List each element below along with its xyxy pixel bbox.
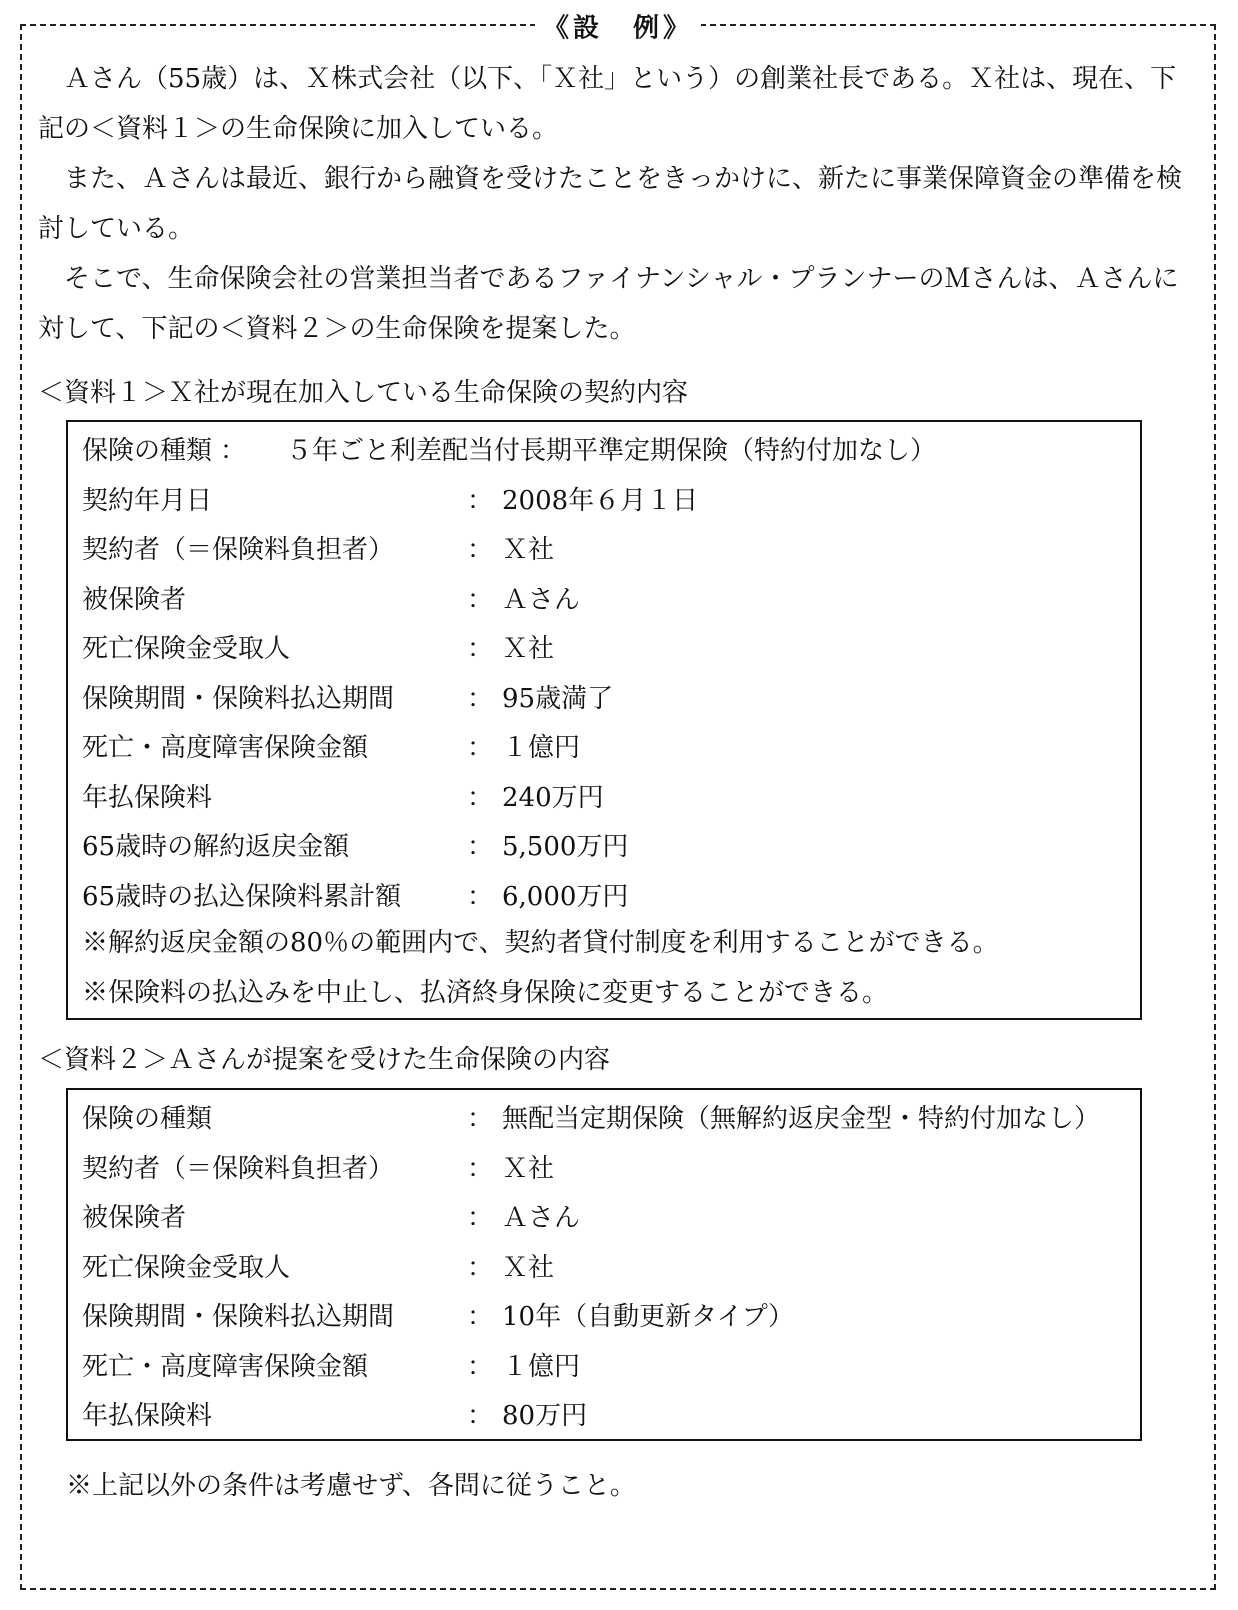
row-colon: ： [466, 1351, 493, 1382]
row-label: 年払保険料 [82, 1401, 213, 1432]
row-value: １億円 [502, 733, 581, 764]
row-value: ５年ごと利差配当付長期平準定期保険（特約付加なし） [286, 436, 937, 467]
row-label: 契約者（＝保険料負担者） [82, 535, 395, 566]
row-colon: ： [466, 1252, 493, 1283]
row-value: Ａさん [502, 1203, 581, 1234]
row-colon: ： [220, 436, 247, 467]
row-value: 2008年６月１日 [502, 485, 699, 516]
row-colon: ： [466, 485, 493, 516]
material1-row-annual-premium [82, 771, 1140, 821]
row-colon: ： [466, 634, 493, 665]
row-label: 死亡保険金受取人 [82, 1252, 291, 1283]
case-frame [20, 13, 1216, 1590]
row-value: Ａさん [502, 584, 581, 615]
row-value: 6,000万円 [502, 881, 629, 912]
row-value: Ｘ社 [502, 1153, 555, 1184]
row-label: 死亡・高度障害保険金額 [82, 733, 369, 764]
row-label: 年払保険料 [82, 782, 213, 813]
material2-row-policyholder [82, 1142, 1140, 1192]
intro-paragraph-3: そこで、生命保険会社の営業担当者であるファイナンシャル・プランナーのＭさんは、Ａさんに対して、下記の＜資料２＞の生命保険を提案した。 [38, 264, 1179, 344]
row-colon: ： [466, 881, 493, 912]
row-value: 無配当定期保険（無解約返戻金型・特約付加なし） [502, 1104, 1101, 1135]
row-colon: ： [466, 683, 493, 714]
material1-row-insured [82, 573, 1140, 623]
row-value: Ｘ社 [502, 535, 555, 566]
intro-paragraph-2: また、Ａさんは最近、銀行から融資を受けたことをきっかけに、新たに事業保障資金の準備を検討している。 [38, 164, 1183, 244]
material1-row-death-benefit [82, 721, 1140, 771]
row-value: 5,500万円 [502, 832, 629, 863]
material1-row-beneficiary [82, 622, 1140, 672]
material2-row-insured [82, 1191, 1140, 1241]
row-value: １億円 [502, 1351, 581, 1382]
row-colon: ： [466, 1153, 493, 1184]
row-value: 80万円 [502, 1401, 588, 1432]
material2-box [66, 1088, 1142, 1441]
row-colon: ： [466, 535, 493, 566]
row-colon: ： [466, 832, 493, 863]
material1-row-contract-date [82, 474, 1140, 524]
row-value: Ｘ社 [502, 634, 555, 665]
row-label: 契約者（＝保険料負担者） [82, 1153, 395, 1184]
row-label: 65歳時の払込保険料累計額 [82, 881, 402, 912]
row-label: 契約年月日 [82, 485, 213, 516]
row-colon: ： [466, 733, 493, 764]
material2-row-death-benefit [82, 1340, 1140, 1390]
row-label: 保険期間・保険料払込期間 [82, 683, 395, 714]
material1-heading: ＜資料１＞Ｘ社が現在加入している生命保険の契約内容 [38, 378, 689, 408]
material1-row-period [82, 672, 1140, 722]
row-label: 保険の種類 [82, 436, 213, 467]
row-colon: ： [466, 1203, 493, 1234]
intro-text [38, 54, 1202, 354]
material1-row-cumulative-premium [82, 870, 1140, 920]
row-label: 保険の種類 [82, 1104, 213, 1135]
row-label: 被保険者 [82, 584, 187, 615]
row-value: 240万円 [502, 782, 604, 813]
row-value: Ｘ社 [502, 1252, 555, 1283]
row-value: 10年（自動更新タイプ） [502, 1302, 795, 1333]
row-label: 被保険者 [82, 1203, 187, 1234]
row-label: 死亡・高度障害保険金額 [82, 1351, 369, 1382]
material2-row-type [82, 1092, 1140, 1142]
material1-note-paid-up: ※保険料の払込みを中止し、払済終身保険に変更することができる。 [82, 977, 889, 1008]
material1-note-loan: ※解約返戻金額の80％の範囲内で、契約者貸付制度を利用することができる。 [82, 928, 999, 958]
row-colon: ： [466, 584, 493, 615]
material1-row-policyholder [82, 523, 1140, 573]
material1-row-surrender-value [82, 820, 1140, 870]
material1-row-type [82, 424, 1140, 474]
material1-box [66, 420, 1142, 1020]
row-label: 保険期間・保険料払込期間 [82, 1302, 395, 1333]
material2-row-period [82, 1290, 1140, 1340]
footer-note: ※上記以外の条件は考慮せず、各問に従うこと。 [66, 1471, 636, 1501]
case-title: 《設 例》 [535, 8, 701, 45]
row-colon: ： [466, 782, 493, 813]
material2-heading: ＜資料２＞Ａさんが提案を受けた生命保険の内容 [38, 1045, 611, 1075]
row-label: 65歳時の解約返戻金額 [82, 832, 350, 863]
row-colon: ： [466, 1104, 493, 1135]
intro-paragraph-1: Ａさん（55歳）は、Ｘ株式会社（以下、「Ｘ社」という）の創業社長である。Ｘ社は、現在、下記の＜資料１＞の生命保険に加入している。 [38, 64, 1177, 144]
row-value: 95歳満了 [502, 683, 614, 714]
material2-row-annual-premium [82, 1389, 1140, 1439]
material2-row-beneficiary [82, 1241, 1140, 1291]
row-label: 死亡保険金受取人 [82, 634, 291, 665]
row-colon: ： [466, 1302, 493, 1333]
row-colon: ： [466, 1401, 493, 1432]
